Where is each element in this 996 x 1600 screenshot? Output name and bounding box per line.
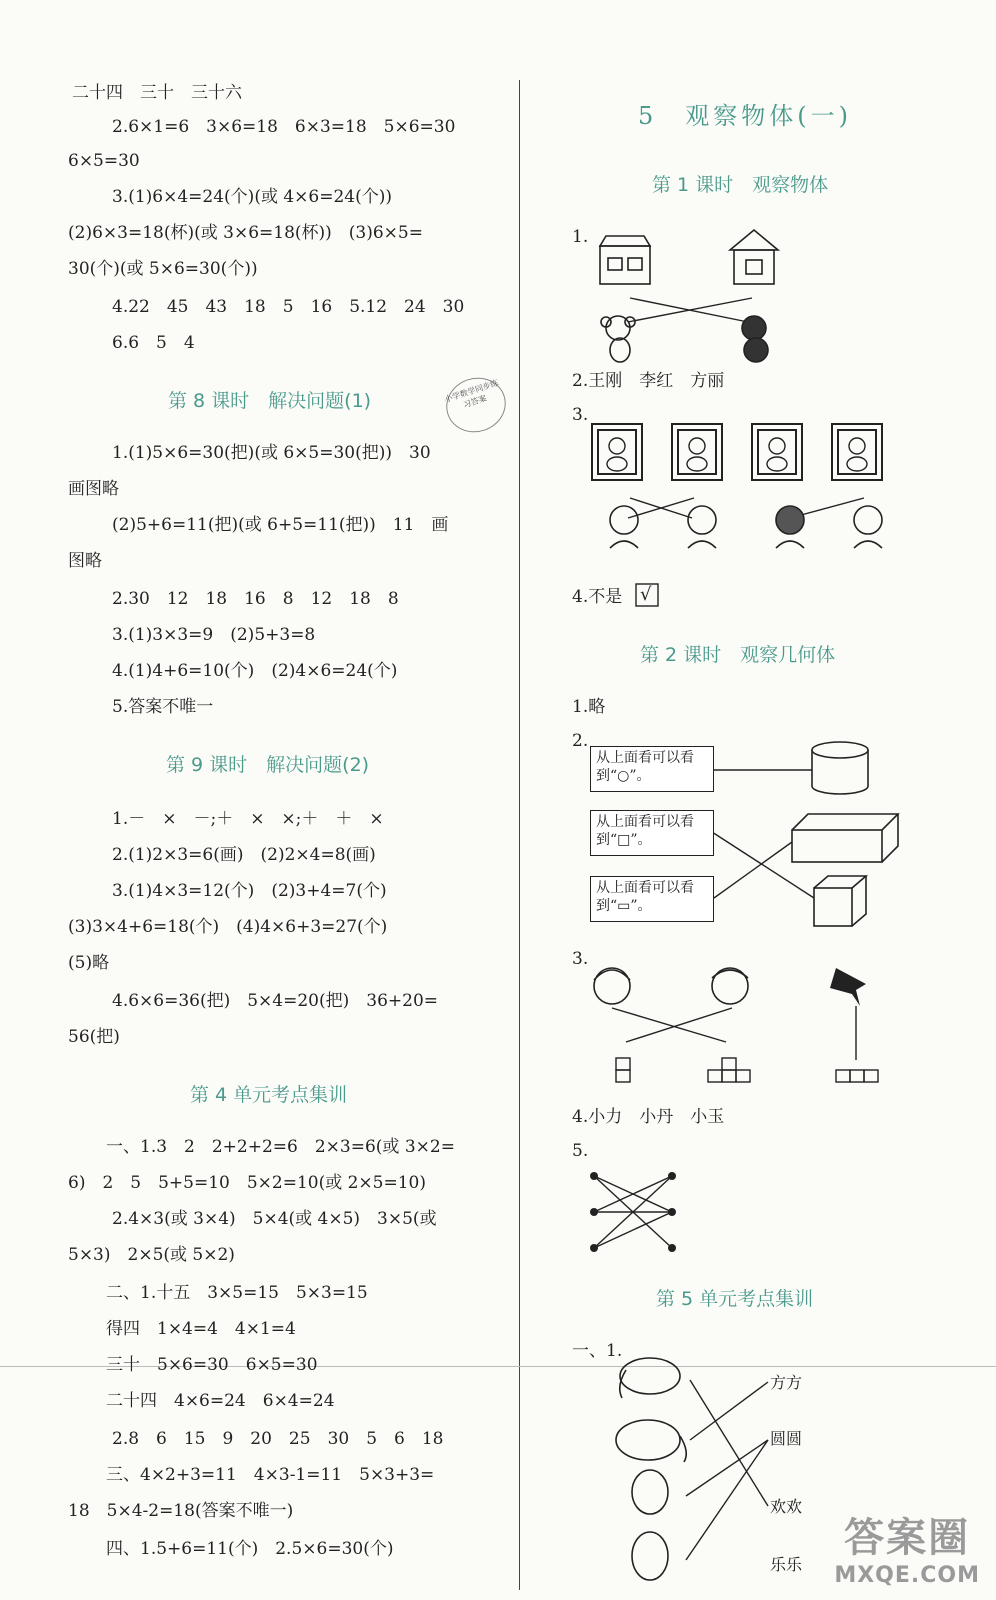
question-number: 1. [572, 227, 589, 247]
answer-line: 得四 1×4=4 4×1=4 [106, 1319, 296, 1339]
answer-line: 30(个)(或 5×6=30(个)) [68, 259, 258, 279]
answer-line: 4.(1)4+6=10(个) (2)4×6=24(个) [112, 661, 398, 681]
answer-line: 1.略 [572, 697, 606, 717]
answer-line: 5.答案不唯一 [112, 697, 214, 717]
answer-line: 5×3) 2×5(或 5×2) [68, 1245, 235, 1265]
picture-frame-icon [592, 424, 882, 480]
watermark: 答案圈 MXQE.COM [834, 1515, 980, 1588]
answer-line: 3.(1)4×3=12(个) (2)3+4=7(个) [112, 881, 387, 901]
answer-line: 2.30 12 18 16 8 12 18 8 [112, 589, 399, 609]
answer-line: 四、1.5+6=11(个) 2.5×6=30(个) [106, 1539, 394, 1559]
answer-line: 2.4×3(或 3×4) 5×4(或 4×5) 3×5(或 [112, 1209, 437, 1229]
girl-icon [594, 968, 630, 1004]
stamp: 小学数学同步练习答案 [439, 370, 513, 440]
section-heading-lesson-9: 第 9 课时 解决问题(2) [166, 754, 370, 776]
answer-line: 6.6 5 4 [112, 333, 195, 353]
answer-line: 3.(1)3×3=9 (2)5+3=8 [112, 625, 316, 645]
label-box-square: 从上面看可以看到“□”。 [590, 810, 714, 856]
child-camera-icon [610, 506, 882, 548]
block-view-icon [616, 1058, 878, 1082]
answer-line: 4.小力 小丹 小玉 [572, 1107, 725, 1127]
section-heading-unit-4: 第 4 单元考点集训 [190, 1084, 348, 1106]
question-number: 5. [572, 1141, 589, 1161]
answer-line: 3.(1)6×4=24(个)(或 4×6=24(个)) [112, 187, 393, 207]
answer-line: 2.8 6 15 9 20 25 30 5 6 18 [112, 1429, 444, 1449]
answer-line: 二、1.十五 3×5=15 5×3=15 [106, 1283, 368, 1303]
house-front-icon [600, 236, 650, 284]
question-number: 3. [572, 405, 589, 425]
match-lines [686, 1380, 768, 1560]
answer-line: (2)5+6=11(把)(或 6+5=11(把)) 11 画 [112, 515, 449, 535]
answer-line: 2.(1)2×3=6(画) (2)2×4=8(画) [112, 845, 376, 865]
question-number: 2. [572, 731, 589, 751]
answer-line: 6) 2 5 5+5=10 5×2=10(或 2×5=10) [68, 1173, 427, 1193]
answer-line: 二十四 三十 三十六 [72, 83, 242, 103]
answer-line: (2)6×3=18(杯)(或 3×6=18(杯)) (3)6×5= [68, 223, 423, 243]
section-heading-lesson-1: 第 1 课时 观察物体 [652, 174, 829, 196]
star-lines [594, 1176, 672, 1248]
bird-icon [830, 968, 866, 1006]
cube-icon [814, 876, 866, 926]
answer-line: 画图略 [68, 479, 119, 499]
unit-title: 5 观察物体(一) [638, 102, 852, 130]
cylinder-icon [812, 742, 868, 794]
answer-line: (5)略 [68, 953, 110, 973]
answer-line: 4.6×6=36(把) 5×4=20(把) 36+20= [112, 991, 439, 1011]
cuboid-icon [792, 814, 898, 862]
answer-line: 4.不是 [572, 587, 623, 607]
answer-line: 二十四 4×6=24 6×4=24 [106, 1391, 335, 1411]
section-heading-lesson-8: 第 8 课时 解决问题(1) [168, 390, 372, 412]
name-label: 方方 [770, 1373, 803, 1392]
answer-line: 56(把) [68, 1027, 120, 1047]
answer-line: 图略 [68, 551, 102, 571]
answer-line: 一、1.3 2 2+2+2=6 2×3=6(或 3×2= [106, 1137, 455, 1157]
monkey-back-icon [742, 316, 768, 362]
question-number: 一、1. [572, 1341, 623, 1361]
label-box-circle: 从上面看可以看到“○”。 [590, 746, 714, 792]
answer-line: (3)3×4+6=18(个) (4)4×6+3=27(个) [68, 917, 388, 937]
elephant-icon [616, 1358, 686, 1580]
boy-icon [712, 968, 748, 1004]
answer-line: 2.王刚 李红 方丽 [572, 371, 725, 391]
label-box-rectangle: 从上面看可以看到“▭”。 [590, 876, 714, 922]
answer-line: 三十 5×6=30 6×5=30 [106, 1355, 318, 1375]
house-side-icon [730, 230, 778, 284]
answer-line: 2.6×1=6 3×6=18 6×3=18 5×6=30 [112, 117, 456, 137]
name-label: 圆圆 [770, 1429, 803, 1448]
name-label: 欢欢 [770, 1497, 803, 1516]
answer-line: 4.22 45 43 18 5 16 5.12 24 30 [112, 297, 465, 317]
answer-line: 三、4×2+3=11 4×3-1=11 5×3+3= [106, 1465, 435, 1485]
check-mark-icon: √ [640, 584, 652, 605]
name-label: 乐乐 [770, 1555, 803, 1574]
monkey-front-icon [601, 316, 635, 362]
question-number: 3. [572, 949, 589, 969]
section-heading-lesson-2: 第 2 课时 观察几何体 [640, 644, 836, 666]
answer-line: 1.－ × －;＋ × ×;＋ ＋ × [112, 809, 384, 829]
answer-line: 1.(1)5×6=30(把)(或 6×5=30(把)) 30 [112, 443, 431, 463]
teddy-bear-icon [607, 438, 867, 471]
answer-line: 6×5=30 [68, 151, 140, 171]
section-heading-unit-5: 第 5 单元考点集训 [656, 1288, 814, 1310]
answer-line: 18 5×4-2=18(答案不唯一) [68, 1501, 294, 1521]
